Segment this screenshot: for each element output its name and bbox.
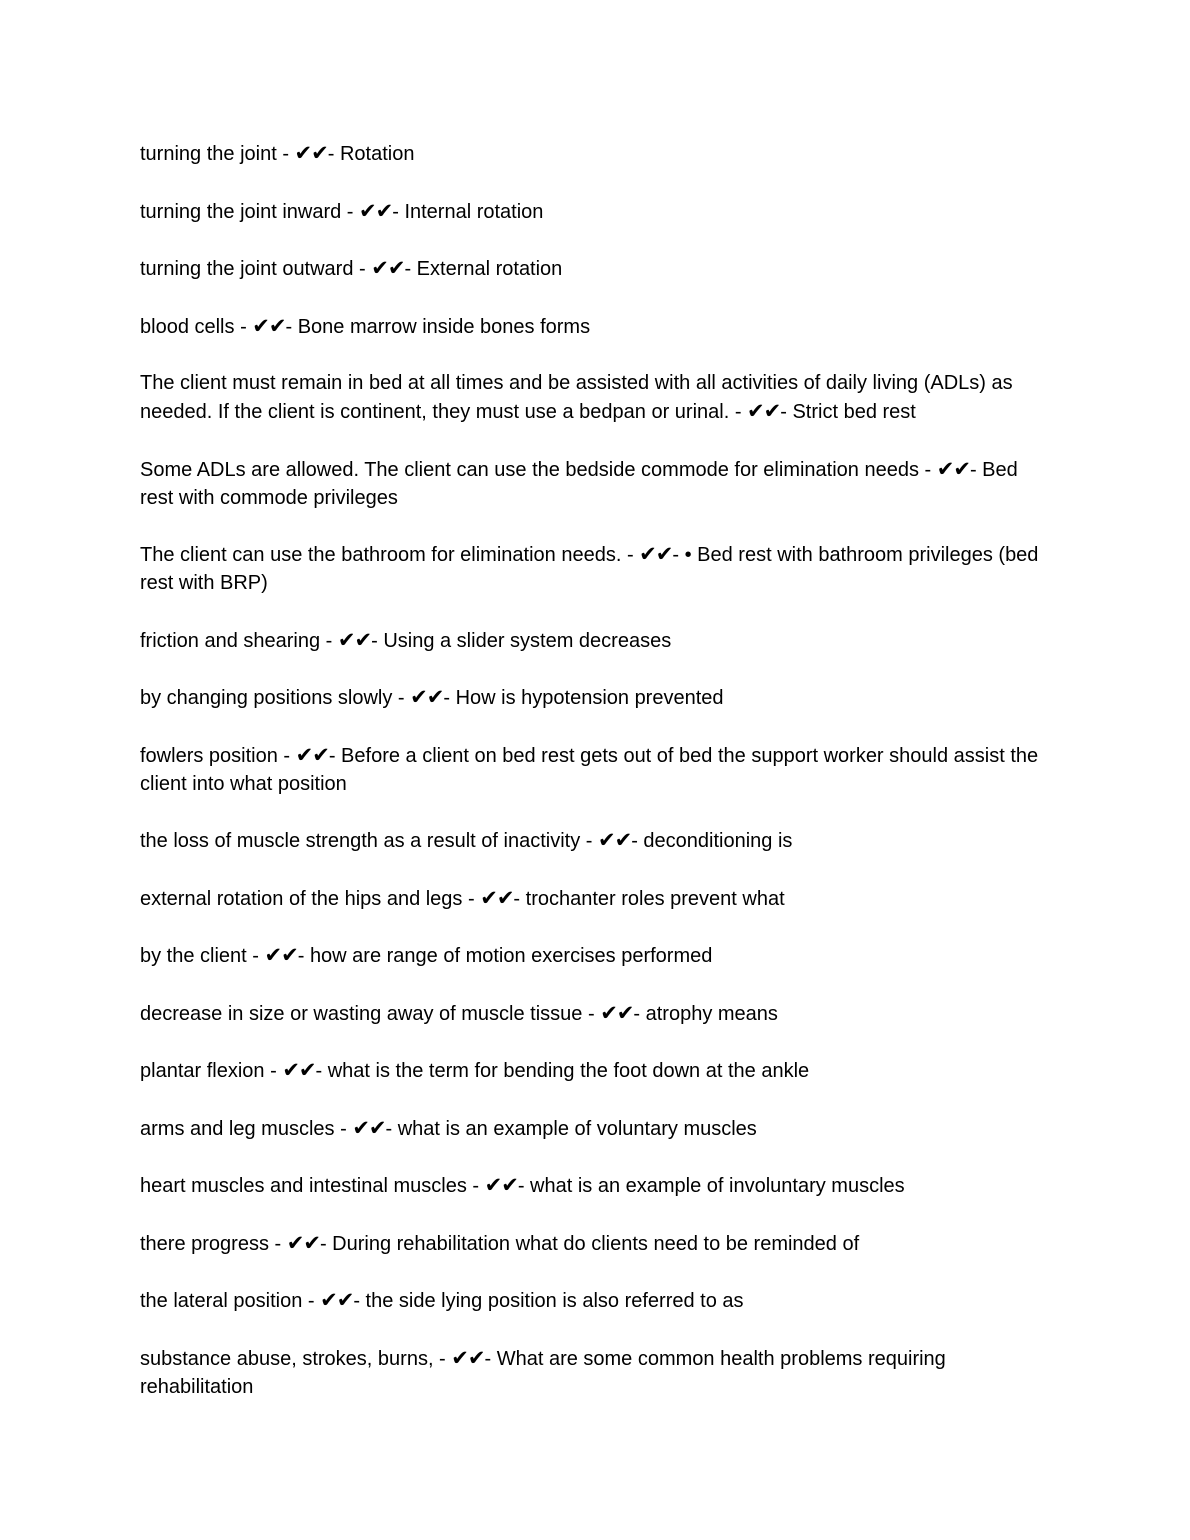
check-marks-icon: ✔✔ — [282, 1058, 316, 1082]
entry-definition: Using a slider system decreases — [383, 629, 672, 652]
entry-definition: what is the term for bending the foot down at the ankle — [327, 1060, 810, 1082]
entry-term: arms and leg muscles — [140, 1117, 335, 1140]
entry-term: external rotation of the hips and legs — [140, 887, 463, 910]
entry-definition: How is hypotension prevented — [455, 687, 724, 709]
check-marks-icon: ✔✔ — [484, 1173, 518, 1197]
entry-definition: External rotation — [416, 258, 563, 280]
entry-term: blood cells — [140, 315, 235, 338]
check-marks-icon: ✔✔ — [352, 1115, 386, 1140]
check-marks-icon: ✔✔ — [252, 313, 286, 338]
flashcard-entry: by changing positions slowly - ✔✔- How is hypotension prevented — [140, 685, 724, 709]
entry-definition: atrophy means — [645, 1002, 778, 1025]
entry-definition: Internal rotation — [404, 200, 544, 223]
entry-definition: the side lying position is also referred to as — [365, 1290, 744, 1312]
flashcard-entry: substance abuse, strokes, burns, - ✔✔- What are some common health problems requiring rehabilitation — [140, 1345, 946, 1398]
flashcard-entry: turning the joint outward - ✔✔- External rotation — [140, 256, 563, 280]
flashcard-entry: there progress - ✔✔- During rehabilitation what do clients need to be reminded of — [140, 1230, 860, 1255]
check-marks-icon: ✔✔ — [451, 1345, 485, 1370]
flashcard-entry: The client can use the bathroom for elimination needs. - ✔✔- • Bed rest with bathroom privileges (bed rest with BRP) — [140, 542, 1039, 594]
flashcard-entry: external rotation of the hips and legs - ✔✔- trochanter roles prevent what — [140, 885, 785, 910]
flashcard-entry: Some ADLs are allowed. The client can use the bedside commode for elimination needs - ✔✔- Bed rest with commode privileges — [140, 456, 1018, 509]
entry-definition: what is an example of involuntary muscles — [530, 1175, 905, 1197]
entry-definition: Rotation — [339, 143, 415, 165]
entry-definition: what is an example of voluntary muscles — [397, 1117, 757, 1140]
check-marks-icon: ✔✔ — [320, 1288, 354, 1312]
entry-term: fowlers position — [140, 744, 278, 767]
flashcard-entry: friction and shearing - ✔✔- Using a slider system decreases — [140, 627, 672, 652]
check-marks-icon: ✔✔ — [264, 943, 298, 967]
flashcard-entry: turning the joint inward - ✔✔- Internal rotation — [140, 198, 544, 223]
entry-definition: Bed rest with commode privileges — [140, 458, 1018, 509]
flashcard-entry: heart muscles and intestinal muscles - ✔✔- what is an example of involuntary muscles — [140, 1173, 905, 1197]
check-marks-icon: ✔✔ — [597, 828, 632, 852]
entry-term: by the client — [140, 945, 247, 967]
check-marks-icon: ✔✔ — [359, 198, 393, 223]
flashcard-entry: fowlers position - ✔✔- Before a client on bed rest gets out of bed the support worker should assist the client into what position — [140, 742, 1039, 795]
entry-definition: trochanter roles prevent what — [525, 887, 785, 910]
entry-term: friction and shearing — [140, 629, 321, 652]
entry-definition: Bone marrow inside bones forms — [297, 315, 591, 338]
flashcard-entry: the loss of muscle strength as a result of inactivity - ✔✔- deconditioning is — [140, 828, 793, 852]
entry-term: turning the joint inward — [140, 200, 342, 223]
flashcard-list — [140, 139, 1055, 1429]
check-marks-icon: ✔✔ — [294, 141, 328, 165]
flashcard-entry: blood cells - ✔✔- Bone marrow inside bones forms — [140, 313, 591, 338]
check-marks-icon: ✔✔ — [371, 256, 405, 280]
check-marks-icon: ✔✔ — [286, 1230, 320, 1255]
check-marks-icon: ✔✔ — [600, 1000, 634, 1025]
entry-definition: how are range of motion exercises performed — [309, 945, 713, 967]
check-marks-icon: ✔✔ — [410, 685, 444, 709]
entry-definition: Strict bed rest — [792, 401, 916, 423]
entry-term: substance abuse, strokes, burns, — [140, 1347, 434, 1370]
entry-term: The client can use the bathroom for elimination needs. — [140, 544, 622, 566]
flashcard-entry: arms and leg muscles - ✔✔- what is an example of voluntary muscles — [140, 1115, 757, 1140]
entry-term: turning the joint outward — [140, 258, 354, 280]
flashcard-entry: by the client - ✔✔- how are range of motion exercises performed — [140, 943, 713, 967]
entry-definition: • Bed rest with bathroom privileges (bed rest with BRP) — [140, 544, 1039, 594]
entry-term: Some ADLs are allowed. The client can use the bedside commode for elimination needs — [140, 458, 919, 481]
entry-term: decrease in size or wasting away of muscle tissue — [140, 1002, 583, 1025]
entry-term: turning the joint — [140, 143, 277, 165]
check-marks-icon: ✔✔ — [747, 399, 781, 423]
entry-term: plantar flexion — [140, 1060, 265, 1082]
check-marks-icon: ✔✔ — [936, 456, 970, 481]
flashcard-entry: turning the joint - ✔✔- Rotation — [140, 141, 415, 165]
entry-term: the lateral position — [140, 1290, 303, 1312]
entry-term: by changing positions slowly — [140, 687, 393, 709]
flashcard-entry: decrease in size or wasting away of muscle tissue - ✔✔- atrophy means — [140, 1000, 778, 1025]
entry-term: heart muscles and intestinal muscles — [140, 1175, 467, 1197]
entry-term: the loss of muscle strength as a result of inactivity — [140, 830, 581, 852]
entry-definition: During rehabilitation what do clients need to be reminded of — [332, 1232, 860, 1255]
entry-term: The client must remain in bed at all times and be assisted with all activities of daily living (ADLs) as needed. If the client is continent, they must use a bedpan or urinal. — [140, 372, 1013, 423]
check-marks-icon: ✔✔ — [337, 627, 372, 652]
entry-term: there progress — [140, 1232, 269, 1255]
check-marks-icon: ✔✔ — [639, 542, 673, 566]
entry-definition: deconditioning is — [643, 830, 793, 852]
entry-definition: Before a client on bed rest gets out of bed the support worker should assist the client into what position — [140, 744, 1039, 795]
flashcard-entry: plantar flexion - ✔✔- what is the term for bending the foot down at the ankle — [140, 1058, 810, 1082]
check-marks-icon: ✔✔ — [295, 742, 329, 767]
entry-definition: What are some common health problems requiring rehabilitation — [140, 1347, 946, 1398]
flashcard-entry: the lateral position - ✔✔- the side lying position is also referred to as — [140, 1288, 744, 1312]
check-marks-icon: ✔✔ — [480, 885, 514, 910]
flashcard-entry: The client must remain in bed at all times and be assisted with all activities of daily living (ADLs) as needed. If the client is continent, they must use a bedpan or urinal. - ✔✔- Strict bed rest — [140, 372, 1013, 423]
